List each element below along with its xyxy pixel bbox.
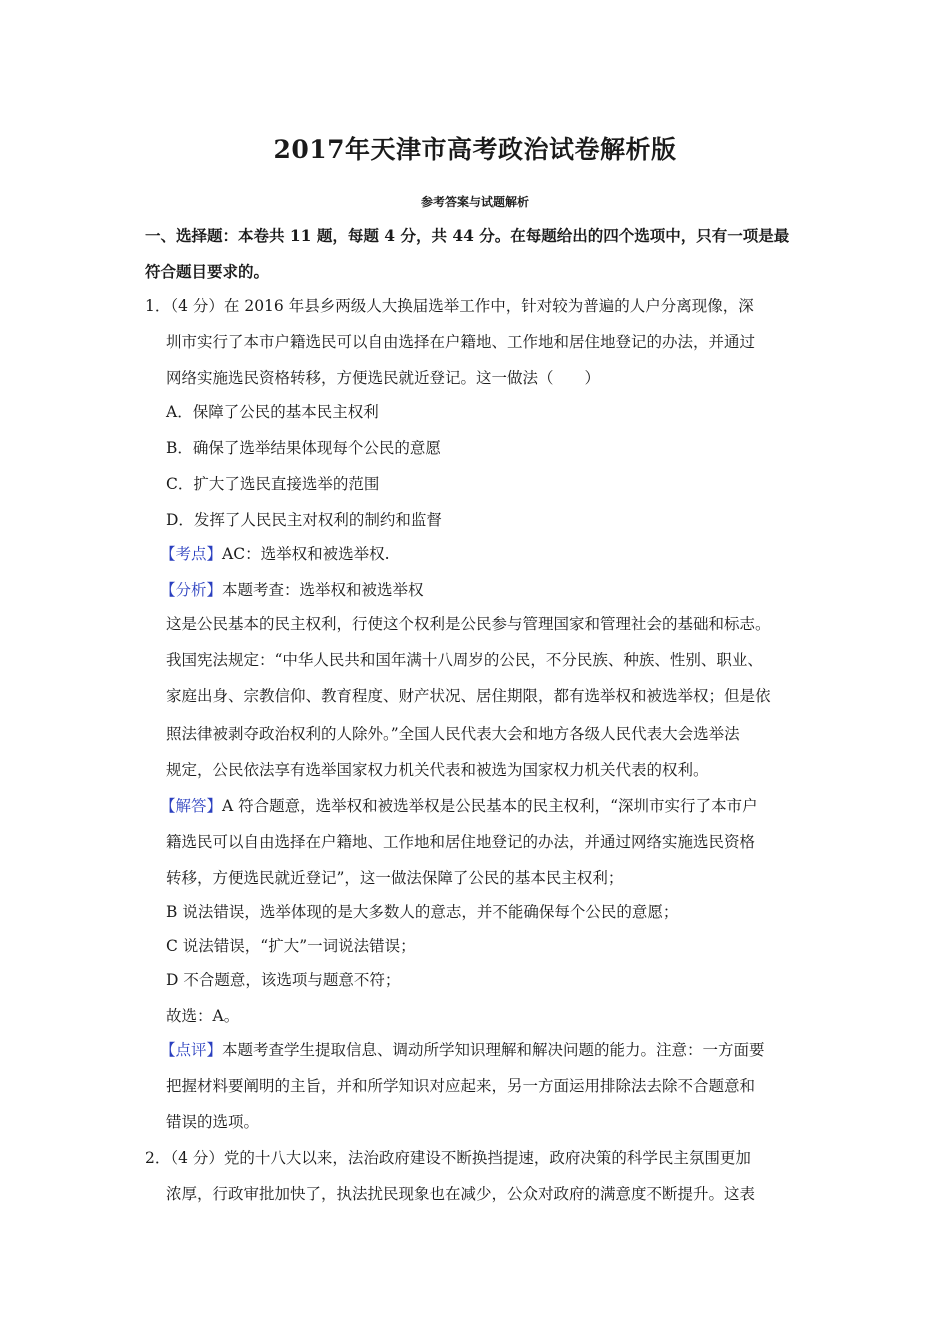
page-title: 2017年天津市高考政治试卷解析版: [273, 135, 677, 164]
q1-option-d: D．发挥了人民民主对权利的制约和监督: [166, 511, 442, 529]
q1-jieda-line-2: 转移，方便选民就近登记”，这一做法保障了公民的基本民主权利；: [166, 869, 624, 887]
q2-stem-line-1: 2．（4 分）党的十八大以来，法治政府建设不断换挡提速，政府决策的科学民主氛围更加: [145, 1149, 751, 1167]
q2-stem-line-2: 浓厚，行政审批加快了，执法扰民现象也在减少，公众对政府的满意度不断提升。这表: [166, 1185, 756, 1203]
fenxi-text: 本题考查：选举权和被选举权: [222, 581, 424, 599]
q1-dianping-line-1: 把握材料要阐明的主旨，并和所学知识对应起来，另一方面运用排除法去除不合题意和: [166, 1077, 756, 1095]
kaodian-text: AC：选举权和被选举权.: [222, 545, 390, 563]
q1-fenxi-line-3: 家庭出身、宗教信仰、教育程度、财产状况、居住期限，都有选举权和被选举权；但是依: [166, 687, 771, 705]
dianping-tag: 【点评】: [160, 1041, 223, 1059]
q1-jieda-line-1: 籍选民可以自由选择在户籍地、工作地和居住地登记的办法，并通过网络实施选民资格: [166, 833, 756, 851]
q1-fenxi: [160, 580, 424, 600]
section-heading-line-2: 符合题目要求的。: [145, 262, 270, 281]
kaodian-tag: 【考点】: [160, 545, 223, 563]
q1-jieda: [160, 796, 758, 816]
q1-jieda-line-5: D 不合题意，该选项与题意不符；: [166, 971, 401, 989]
q1-jieda-line-6: 故选：A。: [166, 1007, 240, 1025]
q1-stem-line-2: 圳市实行了本市户籍选民可以自由选择在户籍地、工作地和居住地登记的办法，并通过: [166, 333, 756, 351]
q1-fenxi-line-5: 规定，公民依法享有选举国家权力机关代表和被选为国家权力机关代表的权利。: [166, 761, 709, 779]
q1-dianping: [160, 1040, 765, 1060]
q1-fenxi-line-4: 照法律被剥夺政治权利的人除外。”全国人民代表大会和地方各级人民代表大会选举法: [166, 725, 740, 743]
dianping-text: 本题考查学生提取信息、调动所学知识理解和解决问题的能力。注意：一方面要: [222, 1041, 765, 1059]
q1-kaodian: [160, 544, 390, 564]
fenxi-tag: 【分析】: [160, 581, 223, 599]
q1-jieda-line-4: C 说法错误，“扩大”一词说法错误；: [166, 937, 416, 955]
q1-stem-line-1: 1．（4 分）在 2016 年县乡两级人大换届选举工作中，针对较为普遍的人户分离现像，深: [145, 297, 754, 315]
q1-fenxi-line-1: 这是公民基本的民主权利，行使这个权利是公民参与管理国家和管理社会的基础和标志。: [166, 615, 771, 633]
q1-option-c: C．扩大了选民直接选举的范围: [166, 475, 380, 493]
jieda-tag: 【解答】: [160, 797, 223, 815]
q1-option-a: A．保障了公民的基本民主权利: [166, 403, 379, 421]
q1-dianping-line-2: 错误的选项。: [166, 1113, 260, 1131]
q1-option-b: B．确保了选举结果体现每个公民的意愿: [166, 439, 441, 457]
page-subtitle: 参考答案与试题解析: [420, 195, 529, 209]
q1-fenxi-line-2: 我国宪法规定：“中华人民共和国年满十八周岁的公民，不分民族、种族、性别、职业、: [166, 651, 763, 669]
q1-stem-line-3: 网络实施选民资格转移，方便选民就近登记。这一做法（ ）: [166, 369, 601, 387]
section-heading-line-1: 一、选择题：本卷共 11 题，每题 4 分，共 44 分。在每题给出的四个选项中，只有一项是最: [145, 226, 790, 245]
jieda-text: A 符合题意，选举权和被选举权是公民基本的民主权利，“深圳市实行了本市户: [222, 797, 758, 815]
q1-jieda-line-3: B 说法错误，选举体现的是大多数人的意志，并不能确保每个公民的意愿；: [166, 903, 679, 921]
